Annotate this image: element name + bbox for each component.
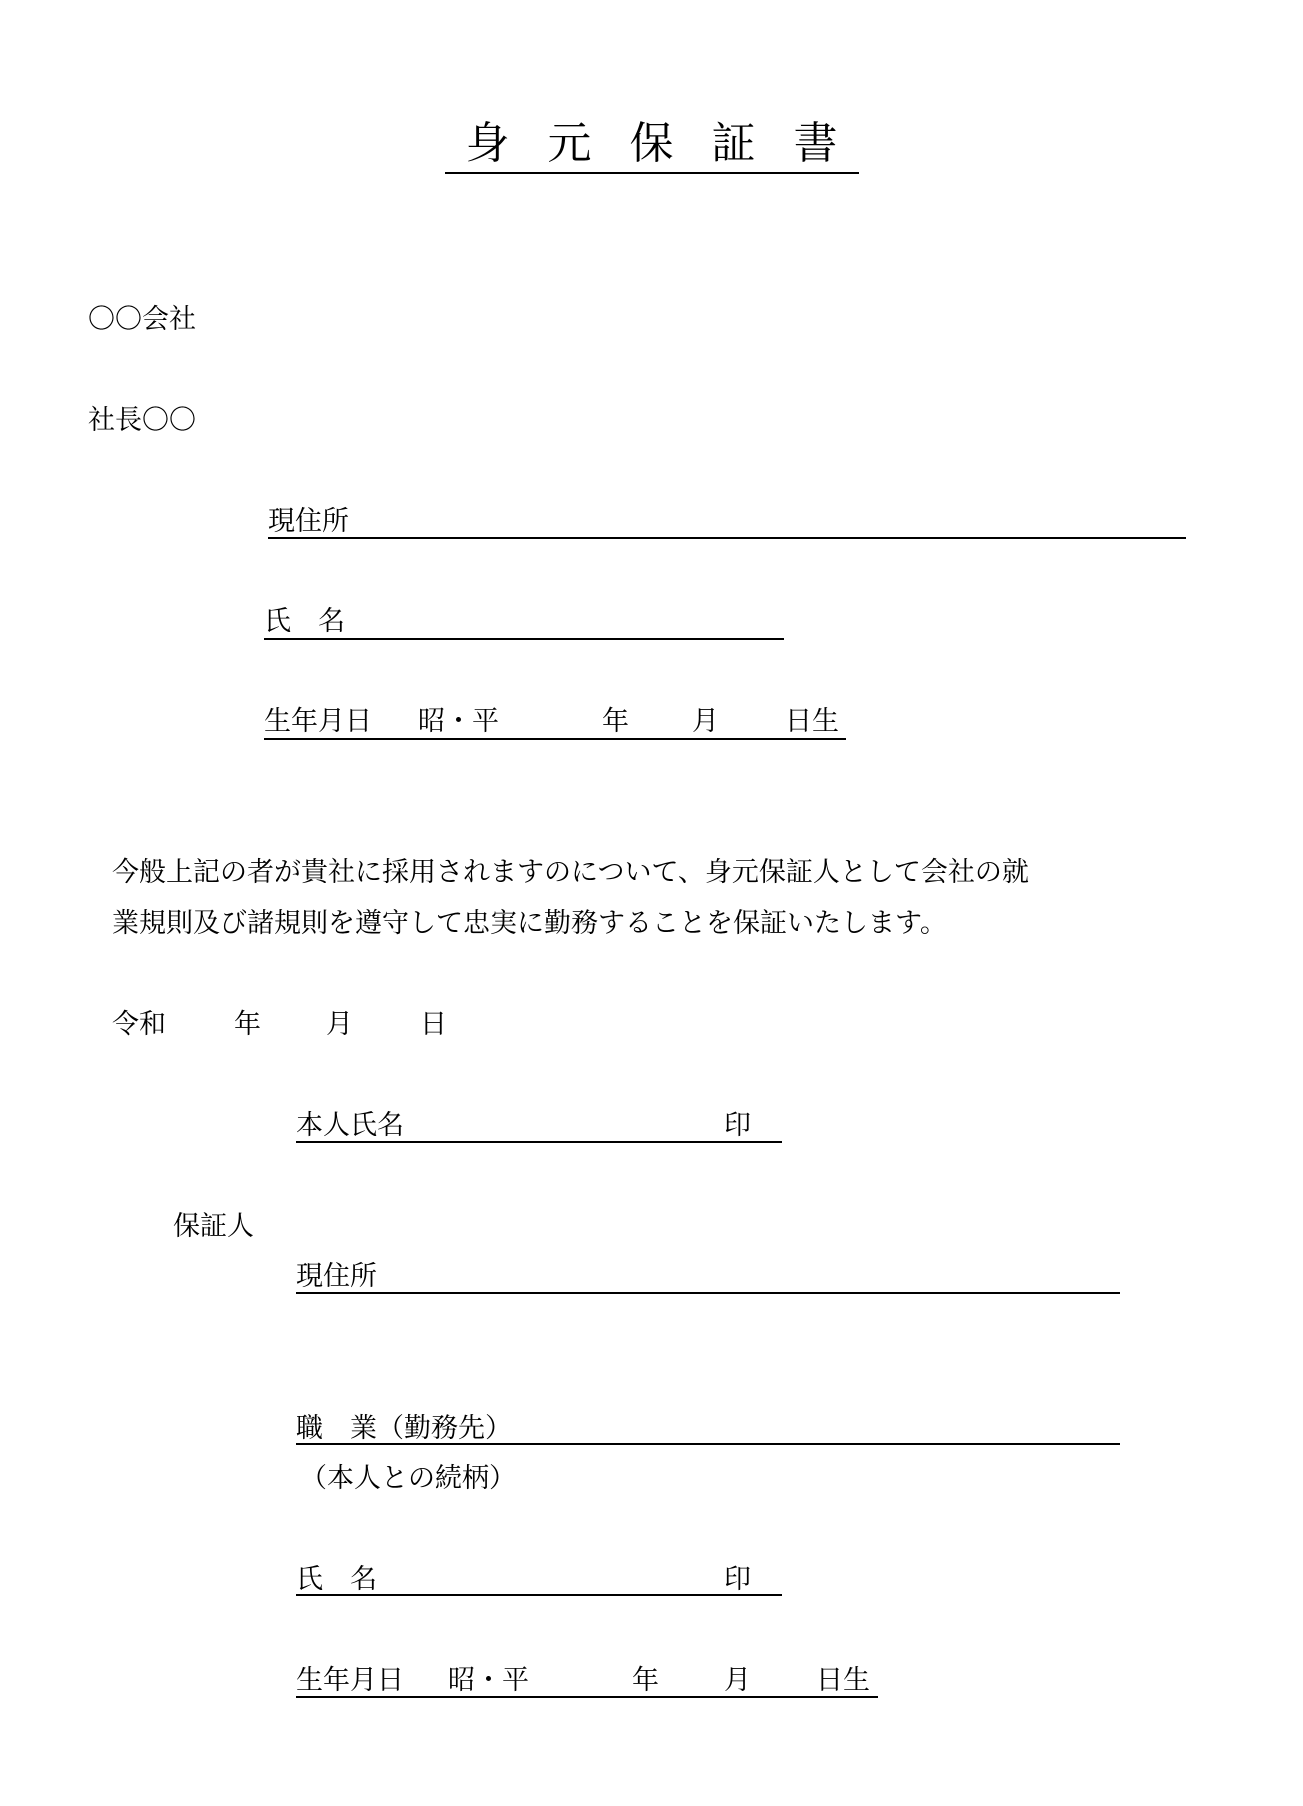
employee-birth-era: 昭・平 — [418, 706, 499, 737]
guarantor-address-field[interactable] — [296, 1292, 1120, 1294]
title-char: 元 — [547, 118, 592, 169]
title-char: 書 — [793, 118, 838, 169]
title-char: 証 — [711, 118, 756, 169]
date-year: 年 — [234, 1009, 261, 1040]
guarantor-seal: 印 — [724, 1564, 751, 1595]
guarantor-job-label: 職 業（勤務先） — [296, 1413, 512, 1444]
date-month: 月 — [326, 1009, 353, 1040]
title-char: 保 — [629, 118, 674, 169]
self-name-field[interactable] — [296, 1141, 782, 1143]
title-underline — [445, 118, 859, 174]
date-era: 令和 — [112, 1009, 166, 1040]
document-title — [0, 118, 1303, 174]
employee-address-field[interactable] — [268, 537, 1186, 539]
guarantor-heading: 保証人 — [173, 1211, 254, 1242]
guarantor-job-field[interactable] — [296, 1443, 1120, 1445]
body-line-1: 今般上記の者が貴社に採用されますのについて、身元保証人として会社の就 — [112, 857, 1029, 888]
title-char: 身 — [465, 118, 510, 169]
employee-birth-label: 生年月日 — [264, 706, 372, 737]
recipient-company: 〇〇会社 — [88, 304, 196, 335]
guarantor-birth-field[interactable] — [296, 1696, 878, 1698]
employee-birth-year: 年 — [602, 706, 629, 737]
employee-address-label: 現住所 — [268, 506, 349, 537]
date-day: 日 — [420, 1009, 447, 1040]
employee-birth-day: 日生 — [785, 706, 839, 737]
guarantor-name-field[interactable] — [296, 1594, 782, 1596]
guarantor-birth-era: 昭・平 — [448, 1665, 529, 1696]
guarantor-name-label: 氏 名 — [296, 1564, 377, 1595]
self-name-label: 本人氏名 — [296, 1110, 404, 1141]
recipient-president: 社長〇〇 — [88, 405, 196, 436]
guarantor-address-label: 現住所 — [296, 1261, 377, 1292]
guarantor-birth-day: 日生 — [816, 1665, 870, 1696]
body-line-2: 業規則及び諸規則を遵守して忠実に勤務することを保証いたします。 — [112, 908, 947, 939]
guarantor-birth-year: 年 — [632, 1665, 659, 1696]
guarantor-relation-label: （本人との続柄） — [300, 1463, 516, 1494]
employee-birth-field[interactable] — [264, 738, 846, 740]
employee-birth-month: 月 — [692, 706, 719, 737]
self-seal: 印 — [724, 1110, 751, 1141]
guarantor-birth-label: 生年月日 — [296, 1665, 404, 1696]
employee-name-label: 氏 名 — [264, 606, 345, 637]
guarantor-birth-month: 月 — [724, 1665, 751, 1696]
employee-name-field[interactable] — [264, 638, 784, 640]
